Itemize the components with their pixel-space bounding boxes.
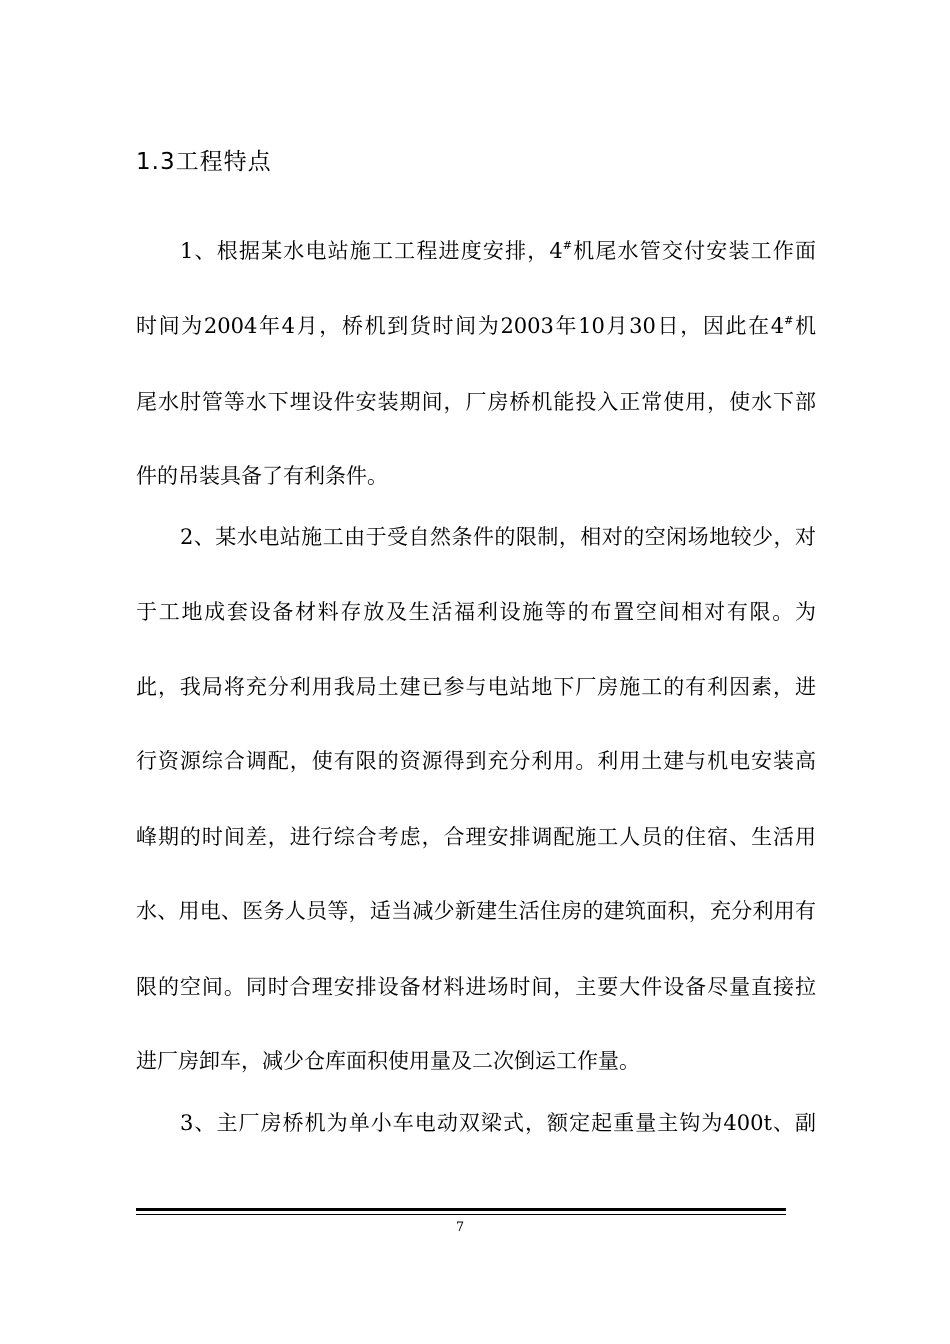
paragraph-3-line-1: 3、主厂房桥机为单小车电动双梁式，额定起重量主钩为400t、副 [180,1111,816,1135]
paragraph-2-line-4: 行资源综合调配，使有限的资源得到充分利用。利用土建与机电安装高 [136,749,816,773]
page-number: 7 [455,1220,465,1235]
section-heading: 1.3工程特点 [136,149,272,175]
paragraph-1-line-4: 件的吊装具备了有利条件。 [136,464,388,488]
text-run: 机尾水管交付安装工作面 [572,239,816,263]
text-run: 机 [793,314,817,338]
paragraph-1-line-3: 尾水肘管等水下埋设件安装期间，厂房桥机能投入正常使用，使水下部 [136,390,816,414]
paragraph-2-line-3: 此，我局将充分利用我局土建已参与电站地下厂房施工的有利因素，进 [136,675,816,699]
paragraph-2-line-1: 2、某水电站施工由于受自然条件的限制，相对的空闲场地较少，对 [180,525,816,549]
paragraph-2-line-8: 进厂房卸车，减少仓库面积使用量及二次倒运工作量。 [136,1049,640,1073]
paragraph-2-line-6: 水、用电、医务人员等，适当减少新建生活住房的建筑面积，充分利用有 [136,899,816,923]
paragraph-2-line-7: 限的空间。同时合理安排设备材料进场时间，主要大件设备尽量直接拉 [136,975,816,999]
footer-rule-thin [136,1214,786,1215]
paragraph-1-line-1 [180,236,816,266]
text-run: 时间为2004年4月，桥机到货时间为2003年10月30日，因此在4 [136,314,785,338]
paragraph-1-line-2 [136,311,816,341]
text-run: 1、根据某水电站施工工程进度安排，4 [180,239,563,263]
superscript-mark: # [784,314,794,327]
paragraph-2-line-2: 于工地成套设备材料存放及生活福利设施等的布置空间相对有限。为 [136,600,816,624]
paragraph-2-line-5: 峰期的时间差，进行综合考虑，合理安排调配施工人员的住宿、生活用 [136,825,816,849]
footer-rule-thick [136,1208,786,1211]
superscript-mark: # [562,239,573,252]
